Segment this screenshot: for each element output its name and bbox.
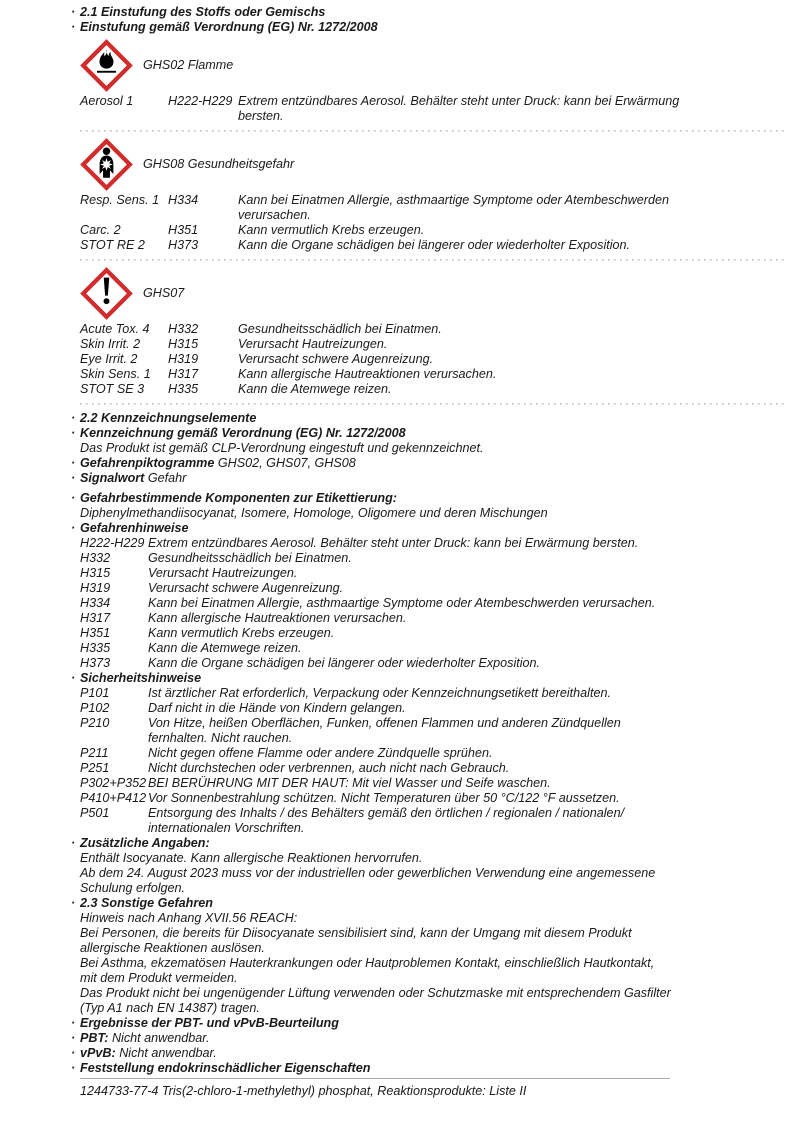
statement-code: P210 <box>80 716 110 730</box>
ghs07-block-header <box>80 267 790 320</box>
statement-text: Darf nicht in die Hände von Kindern gelangen. <box>148 701 406 715</box>
ghs08-label: GHS08 Gesundheitsgefahr <box>143 157 295 171</box>
hazard-class: Carc. 2 <box>80 223 121 237</box>
pbt-vpvb-header: · Ergebnisse der PBT- und vPvB-Beurteilung <box>80 1016 672 1031</box>
hazard-text: Gesundheitsschädlich bei Einatmen. <box>238 322 442 336</box>
hazard-code: H332 <box>168 322 199 336</box>
section-2-1-subtitle: · Einstufung gemäß Verordnung (EG) Nr. 1272/2008 <box>80 20 672 35</box>
hazard-statement-row <box>80 566 680 581</box>
hazard-text: Kann allergische Hautreaktionen verursachen. <box>238 367 497 381</box>
statement-text: Extrem entzündbares Aerosol. Behälter steht unter Druck: kann bei Erwärmung bersten. <box>148 536 639 550</box>
precautionary-statement-row <box>80 746 680 761</box>
hazard-row <box>80 382 680 397</box>
precautionary-statement-row <box>80 701 680 716</box>
statement-code: H351 <box>80 626 111 640</box>
statement-code: P410+P412 <box>80 791 147 805</box>
hazard-class: STOT SE 3 <box>80 382 145 396</box>
hazard-class: Resp. Sens. 1 <box>80 193 160 207</box>
hazard-code: H351 <box>168 223 199 237</box>
statement-code: H335 <box>80 641 111 655</box>
statement-text: Kann allergische Hautreaktionen verursachen. <box>148 611 407 625</box>
hazard-class: Skin Irrit. 2 <box>80 337 141 351</box>
statement-text: Kann vermutlich Krebs erzeugen. <box>148 626 335 640</box>
hazard-statements-header: · Gefahrenhinweise <box>80 521 672 536</box>
hazard-code: H319 <box>168 352 199 366</box>
other-hazards-paragraph: Das Produkt nicht bei ungenügender Lüftung verwenden oder Schutzmaske mit entsprechendem Gasfilter (Typ A1 nach EN 14387) tragen. <box>80 986 671 1015</box>
hazard-row <box>80 352 680 367</box>
pbt-value: Nicht anwendbar. <box>111 1031 210 1045</box>
hazard-class: Eye Irrit. 2 <box>80 352 138 366</box>
dotted-separator <box>80 130 788 132</box>
hazard-text: Verursacht schwere Augenreizung. <box>238 352 434 366</box>
ghs08-block-header <box>80 138 790 191</box>
statement-text: Nicht gegen offene Flamme oder andere Zündquelle sprühen. <box>148 746 493 760</box>
statement-code: P251 <box>80 761 110 775</box>
precautionary-statement-row <box>80 761 680 776</box>
dotted-separator <box>80 403 788 405</box>
precautionary-statement-row <box>80 716 680 746</box>
vpvb-line <box>80 1046 672 1061</box>
hazard-statement-row <box>80 611 680 626</box>
additional-information-line: Ab dem 24. August 2023 muss vor der industriellen oder gewerblichen Verwendung eine angemessene Schulung erfolgen. <box>80 866 656 895</box>
statement-text: Entsorgung des Inhalts / des Behälters gemäß den örtlichen / regionalen / nationalen/ internationalen Vorschriften. <box>148 806 625 835</box>
precautionary-statement-row <box>80 776 680 791</box>
statement-text: Gesundheitsschädlich bei Einatmen. <box>148 551 352 565</box>
statement-text: Verursacht schwere Augenreizung. <box>148 581 344 595</box>
ghs07-exclamation-pictogram-icon <box>80 267 133 320</box>
hazard-row <box>80 223 680 238</box>
hazard-text: Kann die Atemwege reizen. <box>238 382 392 396</box>
hazard-row <box>80 322 680 337</box>
vpvb-label: vPvB: <box>80 1046 116 1060</box>
statement-code: H334 <box>80 596 111 610</box>
hazard-statement-row <box>80 626 680 641</box>
statement-text: BEI BERÜHRUNG MIT DER HAUT: Mit viel Wasser und Seife waschen. <box>148 776 551 790</box>
hazard-class: Acute Tox. 4 <box>80 322 150 336</box>
statement-text: Vor Sonnenbestrahlung schützen. Nicht Temperaturen über 50 °C/122 °F aussetzen. <box>148 791 620 805</box>
ghs07-label: GHS07 <box>143 286 185 300</box>
hazard-components-header: · Gefahrbestimmende Komponenten zur Etikettierung: <box>80 491 672 506</box>
signal-word-value: Gefahr <box>147 471 187 485</box>
other-hazards-paragraph: Hinweis nach Anhang XVII.56 REACH: <box>80 911 298 925</box>
pbt-label: PBT: <box>80 1031 109 1045</box>
section-2-2-title: · 2.2 Kennzeichnungselemente <box>80 411 672 426</box>
hazard-class: Aerosol 1 <box>80 94 134 108</box>
hazard-code: H222-H229 <box>168 94 233 108</box>
signal-word-label: Signalwort <box>80 471 145 485</box>
hazard-pictograms-line <box>80 456 672 471</box>
hazard-statement-row <box>80 656 680 671</box>
endocrine-properties-header: · Feststellung endokrinschädlicher Eigenschaften <box>80 1061 670 1079</box>
statement-text: Kann bei Einatmen Allergie, asthmaartige Symptome oder Atembeschwerden verursachen. <box>148 596 656 610</box>
section-2-1-title: · 2.1 Einstufung des Stoffs oder Gemischs <box>80 5 672 20</box>
section-2-3-title: · 2.3 Sonstige Gefahren <box>80 896 672 911</box>
hazard-code: H335 <box>168 382 199 396</box>
statement-code: P501 <box>80 806 110 820</box>
other-hazards-paragraph: Bei Asthma, ekzematösen Hauterkrankungen oder Hautproblemen Kontakt, einschließlich Hautkontakt, mit dem Produkt vermeiden. <box>80 956 655 985</box>
statement-code: P211 <box>80 746 109 760</box>
hazard-code: H334 <box>168 193 199 207</box>
hazard-row <box>80 337 680 352</box>
additional-information-line: Enthält Isocyanate. Kann allergische Reaktionen hervorrufen. <box>80 851 423 865</box>
hazard-text: Extrem entzündbares Aerosol. Behälter steht unter Druck: kann bei Erwärmung bersten. <box>238 94 680 123</box>
statement-code: H315 <box>80 566 111 580</box>
hazard-code: H373 <box>168 238 199 252</box>
statement-code: H373 <box>80 656 111 670</box>
hazard-text: Verursacht Hautreizungen. <box>238 337 388 351</box>
statement-text: Nicht durchstechen oder verbrennen, auch nicht nach Gebrauch. <box>148 761 510 775</box>
vpvb-value: Nicht anwendbar. <box>119 1046 217 1060</box>
other-hazards-paragraph: Bei Personen, die bereits für Diisocyanate sensibilisiert sind, kann der Umgang mit diesem Produkt allergische Reaktionen auslösen. <box>80 926 632 955</box>
ghs02-label: GHS02 Flamme <box>143 58 234 72</box>
statement-code: H332 <box>80 551 111 565</box>
hazard-components-text: Diphenylmethandiisocyanat, Isomere, Homologe, Oligomere und deren Mischungen <box>80 506 548 520</box>
hazard-class: Skin Sens. 1 <box>80 367 151 381</box>
statement-text: Von Hitze, heißen Oberflächen, Funken, offenen Flammen und anderen Zündquellen fernhalten. Nicht rauchen. <box>148 716 621 745</box>
hazard-pictograms-label: Gefahrenpiktogramme <box>80 456 215 470</box>
hazard-row <box>80 238 680 253</box>
hazard-text: Kann die Organe schädigen bei längerer oder wiederholter Exposition. <box>238 238 631 252</box>
ghs02-flame-pictogram-icon <box>80 39 133 92</box>
statement-code: H319 <box>80 581 111 595</box>
ghs08-health-hazard-pictogram-icon <box>80 138 133 191</box>
statement-code: P102 <box>80 701 110 715</box>
hazard-class: STOT RE 2 <box>80 238 145 252</box>
statement-text: Ist ärztlicher Rat erforderlich, Verpackung oder Kennzeichnungsetikett bereithalten. <box>148 686 611 700</box>
pbt-line <box>80 1031 672 1046</box>
statement-text: Kann die Organe schädigen bei längerer oder wiederholter Exposition. <box>148 656 541 670</box>
dotted-separator <box>80 259 788 261</box>
hazard-code: H317 <box>168 367 199 381</box>
hazard-row <box>80 367 680 382</box>
hazard-statement-row <box>80 581 680 596</box>
hazard-statement-row <box>80 641 680 656</box>
hazard-statement-row <box>80 551 680 566</box>
precautionary-statements-header: · Sicherheitshinweise <box>80 671 672 686</box>
statement-text: Verursacht Hautreizungen. <box>148 566 298 580</box>
labelling-regulation-header: · Kennzeichnung gemäß Verordnung (EG) Nr. 1272/2008 <box>80 426 672 441</box>
precautionary-statement-row <box>80 686 680 701</box>
hazard-statement-row <box>80 536 680 551</box>
hazard-text: Kann vermutlich Krebs erzeugen. <box>238 223 425 237</box>
hazard-text: Kann bei Einatmen Allergie, asthmaartige Symptome oder Atembeschwerden verursachen. <box>238 193 669 222</box>
precautionary-statement-row <box>80 791 680 806</box>
hazard-code: H315 <box>168 337 199 351</box>
additional-information-header: · Zusätzliche Angaben: <box>80 836 672 851</box>
hazard-row <box>80 94 680 124</box>
statement-code: P101 <box>80 686 110 700</box>
statement-code: H222-H229 <box>80 536 145 550</box>
statement-text: Kann die Atemwege reizen. <box>148 641 302 655</box>
precautionary-statement-row <box>80 806 680 836</box>
hazard-statement-row <box>80 596 680 611</box>
endocrine-properties-text: 1244733-77-4 Tris(2-chloro-1-methylethyl) phosphat, Reaktionsprodukte: Liste II <box>80 1084 527 1098</box>
ghs02-block-header <box>80 39 790 92</box>
signal-word-line <box>80 471 672 486</box>
statement-code: P302+P352 <box>80 776 147 790</box>
hazard-pictograms-value: GHS02, GHS07, GHS08 <box>217 456 356 470</box>
labelling-regulation-text: Das Produkt ist gemäß CLP-Verordnung eingestuft und gekennzeichnet. <box>80 441 484 455</box>
statement-code: H317 <box>80 611 111 625</box>
hazard-row <box>80 193 680 223</box>
